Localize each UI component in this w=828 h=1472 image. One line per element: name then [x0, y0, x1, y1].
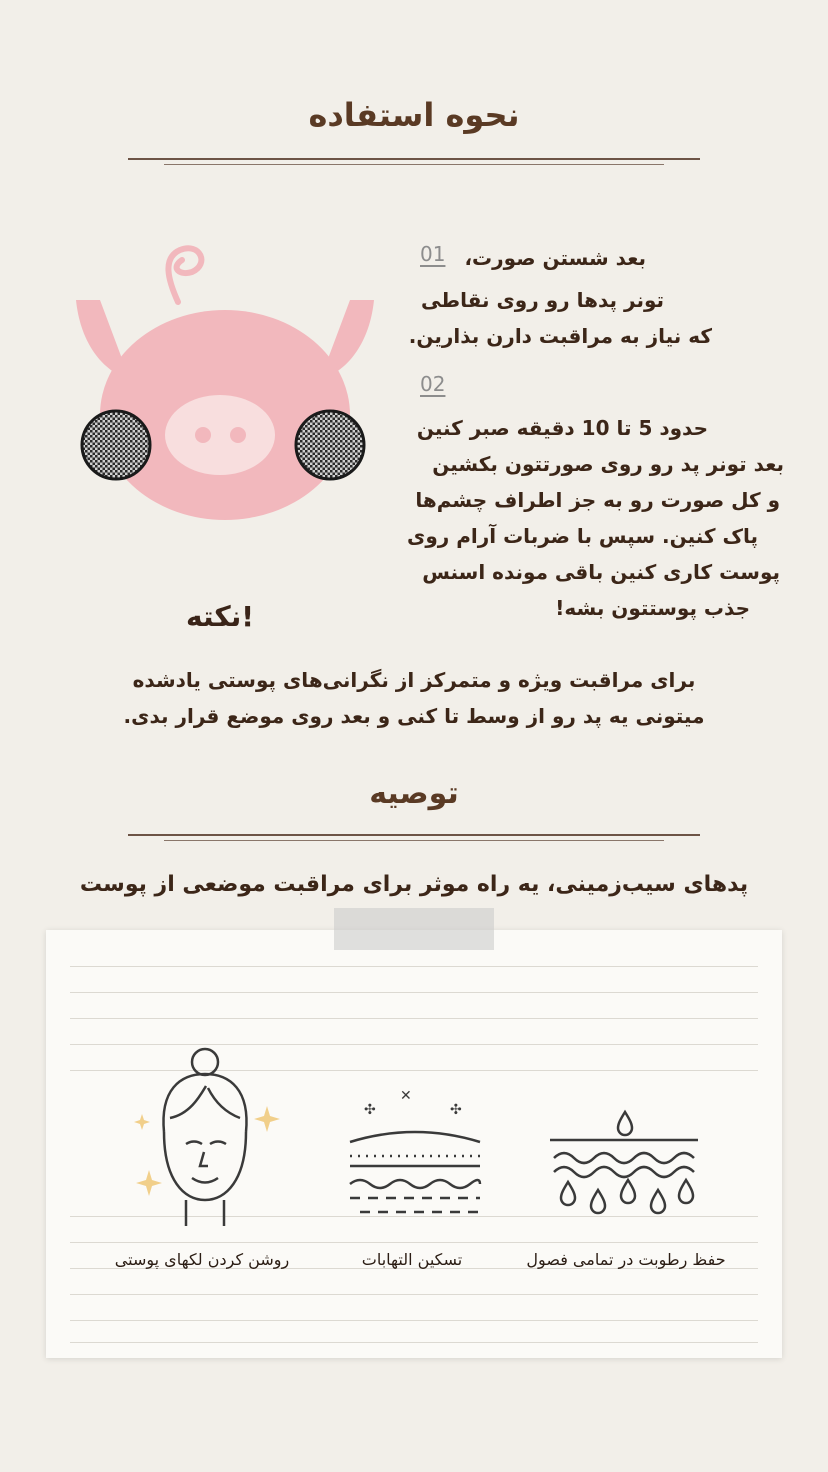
- step-2-line-2: بعد تونر پد رو روی صورتتون بکشین: [432, 452, 784, 476]
- recommendation-divider-thin: [164, 840, 664, 841]
- step-2-line-4: پاک کنین. سپس با ضربات آرام روی: [407, 524, 758, 548]
- how-to-use-title: نحوه استفاده: [308, 96, 520, 134]
- pig-illustration: [70, 240, 380, 530]
- recommendation-title: توصیه: [369, 776, 459, 811]
- skin-layers-icon: [340, 1080, 490, 1230]
- step-1-line-1: بعد شستن صورت،: [464, 246, 646, 270]
- recommendation-subtitle: پدهای سیب‌زمینی، یه راه موثر برای مراقبت موضعی از پوست: [79, 872, 749, 897]
- svg-text:✕: ✕: [400, 1088, 412, 1104]
- benefit-label-soothing: تسکین التهابات: [361, 1250, 463, 1269]
- step-2-line-3: و کل صورت رو به جز اطراف چشم‌ها: [415, 488, 780, 512]
- tape-strip: [334, 908, 494, 950]
- step-2-line-1: حدود 5 تا 10 دقیقه صبر کنین: [416, 416, 708, 440]
- step-2-number: 02: [420, 372, 446, 396]
- step-2-line-5: پوست کاری کنین باقی مونده اسنس: [422, 560, 780, 584]
- benefit-label-moisture: حفظ رطوبت در تمامی فصول: [526, 1250, 726, 1269]
- step-1-number: 01: [420, 242, 446, 266]
- note-title: نکته!: [186, 600, 254, 633]
- face-brightening-icon: [130, 1040, 280, 1230]
- step-1-line-3: که نیاز به مراقبت دارن بذارین.: [408, 324, 712, 348]
- svg-text:✣: ✣: [364, 1102, 376, 1118]
- note-line-1: برای مراقبت ویژه و متمرکز از نگرانی‌های پوستی یادشده: [132, 668, 696, 692]
- title-divider-thin: [164, 164, 664, 165]
- step-1-line-2: تونر پدها رو روی نقاطی: [421, 288, 664, 312]
- recommendation-divider: [128, 834, 700, 836]
- moisture-drops-icon: [540, 1100, 710, 1230]
- step-2-line-6: جذب پوستتون بشه!: [555, 596, 750, 620]
- benefit-label-brightening: روشن کردن لکهای پوستی: [114, 1250, 290, 1269]
- note-line-2: میتونی یه پد رو از وسط تا کنی و بعد روی موضع قرار بدی.: [123, 704, 705, 728]
- title-divider: [128, 158, 700, 160]
- svg-text:✣: ✣: [450, 1102, 462, 1118]
